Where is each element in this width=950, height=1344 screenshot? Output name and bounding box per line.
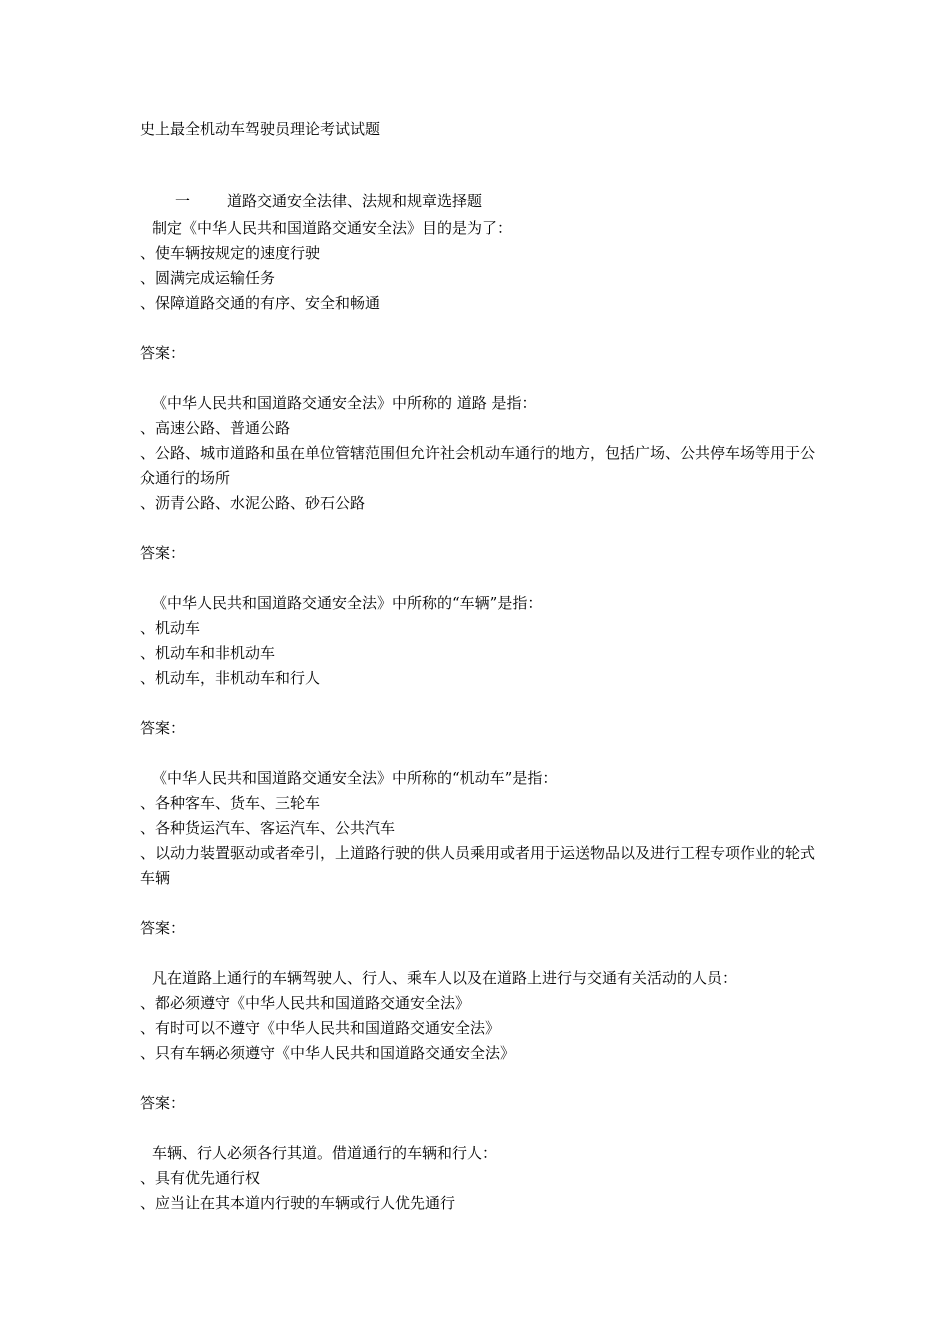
answer-label: 答案： [140, 919, 186, 937]
question-block [140, 1141, 820, 1216]
question-block [140, 391, 820, 566]
question-option: 、机动车和非机动车 [140, 644, 276, 662]
question-block [140, 766, 820, 941]
question-option: 、使车辆按规定的速度行驶 [140, 244, 321, 262]
question-stem: 《中华人民共和国道路交通安全法》中所称的“机动车”是指： [152, 769, 558, 787]
section-title: 道路交通安全法律、法规和规章选择题 [227, 192, 483, 210]
answer-label: 答案： [140, 719, 186, 737]
question-option: 、沥青公路、水泥公路、砂石公路 [140, 494, 366, 512]
question-stem: 《中华人民共和国道路交通安全法》中所称的“车辆”是指： [152, 594, 543, 612]
question-option: 、各种货运汽车、客运汽车、公共汽车 [140, 819, 396, 837]
question-stem: 《中华人民共和国道路交通安全法》中所称的 道路 是指： [152, 394, 537, 412]
answer-label: 答案： [140, 1094, 186, 1112]
question-option: 、机动车 [140, 619, 201, 637]
section-number: 一 [175, 192, 191, 210]
question-option: 、保障道路交通的有序、安全和畅通 [140, 294, 381, 312]
question-option: 、应当让在其本道内行驶的车辆或行人优先通行 [140, 1194, 456, 1212]
question-option: 、高速公路、普通公路 [140, 419, 291, 437]
question-stem: 凡在道路上通行的车辆驾驶人、行人、乘车人以及在道路上进行与交通有关活动的人员： [152, 969, 738, 987]
question-list [140, 216, 820, 1216]
question-option: 、只有车辆必须遵守《中华人民共和国道路交通安全法》 [140, 1044, 516, 1062]
question-option: 、圆满完成运输任务 [140, 269, 276, 287]
question-block [140, 966, 820, 1116]
question-option: 、各种客车、货车、三轮车 [140, 794, 321, 812]
section-heading [175, 190, 482, 212]
question-block [140, 591, 820, 741]
question-option: 、公路、城市道路和虽在单位管辖范围但允许社会机动车通行的地方，包括广场、公共停车场等用于公众通行的场所 [140, 444, 816, 487]
question-block [140, 216, 820, 366]
question-stem: 车辆、行人必须各行其道。借道通行的车辆和行人： [152, 1144, 498, 1162]
document-title: 史上最全机动车驾驶员理论考试试题 [140, 120, 381, 138]
question-option: 、有时可以不遵守《中华人民共和国道路交通安全法》 [140, 1019, 501, 1037]
question-stem: 制定《中华人民共和国道路交通安全法》目的是为了： [152, 219, 513, 237]
question-option: 、都必须遵守《中华人民共和国道路交通安全法》 [140, 994, 471, 1012]
question-option: 、机动车，非机动车和行人 [140, 669, 321, 687]
question-option: 、以动力装置驱动或者牵引，上道路行驶的供人员乘用或者用于运送物品以及进行工程专项作业的轮式车辆 [140, 844, 816, 887]
question-option: 、具有优先通行权 [140, 1169, 261, 1187]
answer-label: 答案： [140, 344, 186, 362]
answer-label: 答案： [140, 544, 186, 562]
